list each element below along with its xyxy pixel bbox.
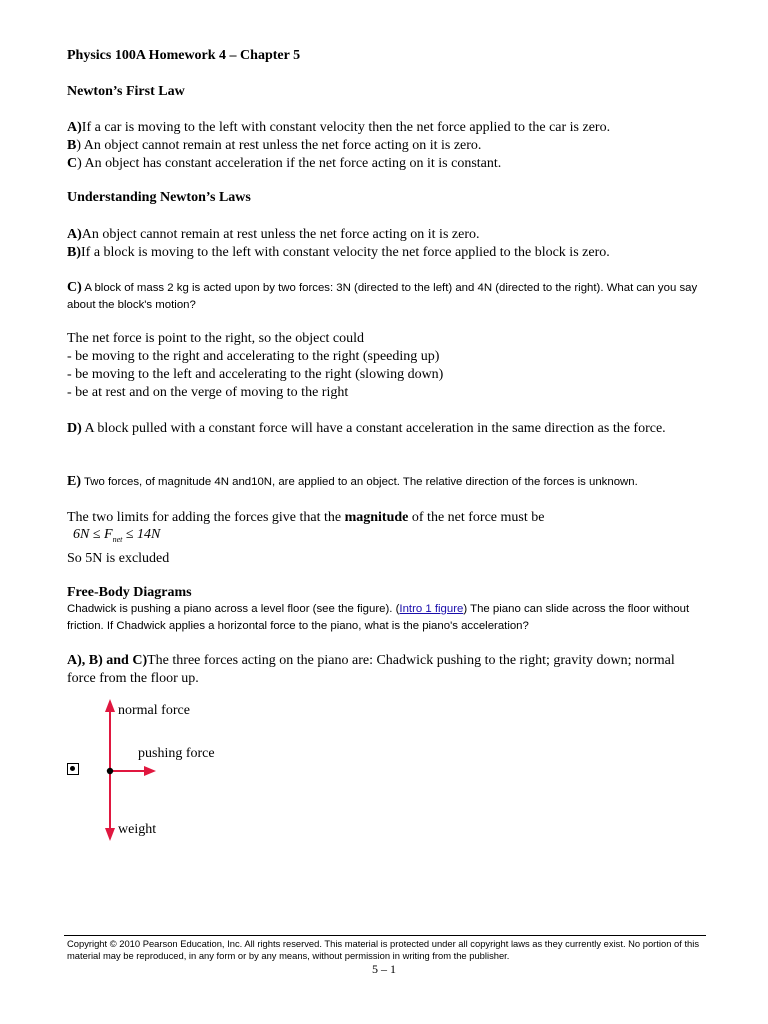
s1-c-text: ) An object has constant acceleration if the net force acting on it is constant.	[77, 156, 502, 171]
weight-label: weight	[118, 822, 157, 837]
s3-question	[67, 601, 698, 635]
s2-c-label: C)	[67, 280, 82, 295]
s2-item-e-question	[67, 473, 718, 491]
s2-e-answer-pre: The two limits for adding the forces give that the	[67, 510, 345, 525]
s3-abc-label: A), B) and C)	[67, 653, 148, 668]
s1-c-label: C	[67, 156, 78, 171]
inequality-right: ≤ 14N	[122, 527, 161, 542]
normal-force-arrowhead	[105, 699, 115, 712]
weight-arrowhead	[105, 828, 115, 841]
s1-item-a	[67, 119, 718, 137]
s2-b-label: B)	[67, 245, 81, 260]
section-heading-understanding-newtons-laws: Understanding Newton’s Laws	[67, 190, 251, 205]
page-number: 5 – 1	[372, 962, 396, 976]
s2-item-d	[67, 420, 706, 438]
s3-question-pre: Chadwick is pushing a piano across a level floor (see the figure). (	[67, 603, 400, 615]
s2-c-answer-item: - be moving to the right and accelerating to the right (speeding up)	[67, 349, 440, 364]
s2-a-text: An object cannot remain at rest unless the net force acting on it is zero.	[81, 227, 480, 242]
normal-force-label: normal force	[118, 703, 190, 718]
free-body-diagram	[66, 695, 306, 845]
footer-divider	[64, 935, 706, 936]
piano-point-mass	[107, 768, 113, 774]
section-heading-newtons-first-law: Newton’s First Law	[67, 84, 185, 99]
s1-b-label: B	[67, 138, 77, 153]
pushing-force-arrowhead	[144, 766, 156, 776]
s1-a-label: A)	[67, 120, 82, 135]
s2-e-answer	[67, 509, 718, 527]
s2-e-conclusion: So 5N is excluded	[67, 551, 170, 566]
s2-e-label: E)	[67, 474, 81, 489]
s2-c-answer-item: - be at rest and on the verge of moving to the right	[67, 385, 349, 400]
s3-question-post: ) The piano can slide across the floor without friction. If Chadwick applies a horizontal force to the piano, what is the piano's acceleration?	[67, 603, 690, 632]
document-title: Physics 100A Homework 4 – Chapter 5	[67, 48, 301, 63]
pushing-force-label: pushing force	[138, 746, 215, 761]
s1-b-text: ) An object cannot remain at rest unless the net force acting on it is zero.	[76, 138, 482, 153]
footer-copyright: Copyright © 2010 Pearson Education, Inc. All rights reserved. This material is protected under all copyright laws as they currently exist. No portion of this material may be reproduced, in any form or by any means, without permission in writing from the publisher.	[67, 938, 700, 961]
s2-b-text: If a block is moving to the left with constant velocity the net force applied to the block is zero.	[81, 245, 610, 260]
s3-answer	[67, 652, 698, 688]
s2-c-answer-item: - be moving to the left and accelerating to the right (slowing down)	[67, 367, 444, 382]
s2-item-b	[67, 244, 718, 262]
intro-figure-link[interactable]: Intro 1 figure	[399, 603, 464, 615]
s2-e-answer-post: of the net force must be	[408, 510, 545, 525]
section-heading-free-body-diagrams: Free-Body Diagrams	[67, 585, 192, 600]
s2-d-label: D)	[67, 421, 82, 436]
s2-e-answer-bold: magnitude	[344, 510, 409, 525]
s2-c-answer-intro: The net force is point to the right, so the object could	[67, 331, 365, 346]
inequality-left: 6N ≤ F	[73, 527, 113, 542]
s2-item-a	[67, 226, 718, 244]
s2-e-question-text: Two forces, of magnitude 4N and10N, are applied to an object. The relative direction of the forces is unknown.	[81, 476, 638, 488]
s2-a-label: A)	[67, 227, 82, 242]
s2-c-question-text: A block of mass 2 kg is acted upon by two forces: 3N (directed to the left) and 4N (directed to the right). What can you say about the block's motion?	[67, 282, 698, 311]
s2-item-c-question	[67, 279, 718, 314]
s1-a-text: If a car is moving to the left with constant velocity then the net force applied to the car is zero.	[81, 120, 611, 135]
s2-e-inequality	[73, 527, 718, 544]
s3-abc-text: The three forces acting on the piano are: Chadwick pushing to the right; gravity down; normal force from the floor up.	[67, 653, 675, 686]
s2-d-text: A block pulled with a constant force will have a constant acceleration in the same direction as the force.	[81, 421, 666, 436]
s1-item-c	[67, 155, 718, 173]
s1-item-b	[67, 137, 718, 155]
inequality-subscript: net	[112, 534, 123, 544]
